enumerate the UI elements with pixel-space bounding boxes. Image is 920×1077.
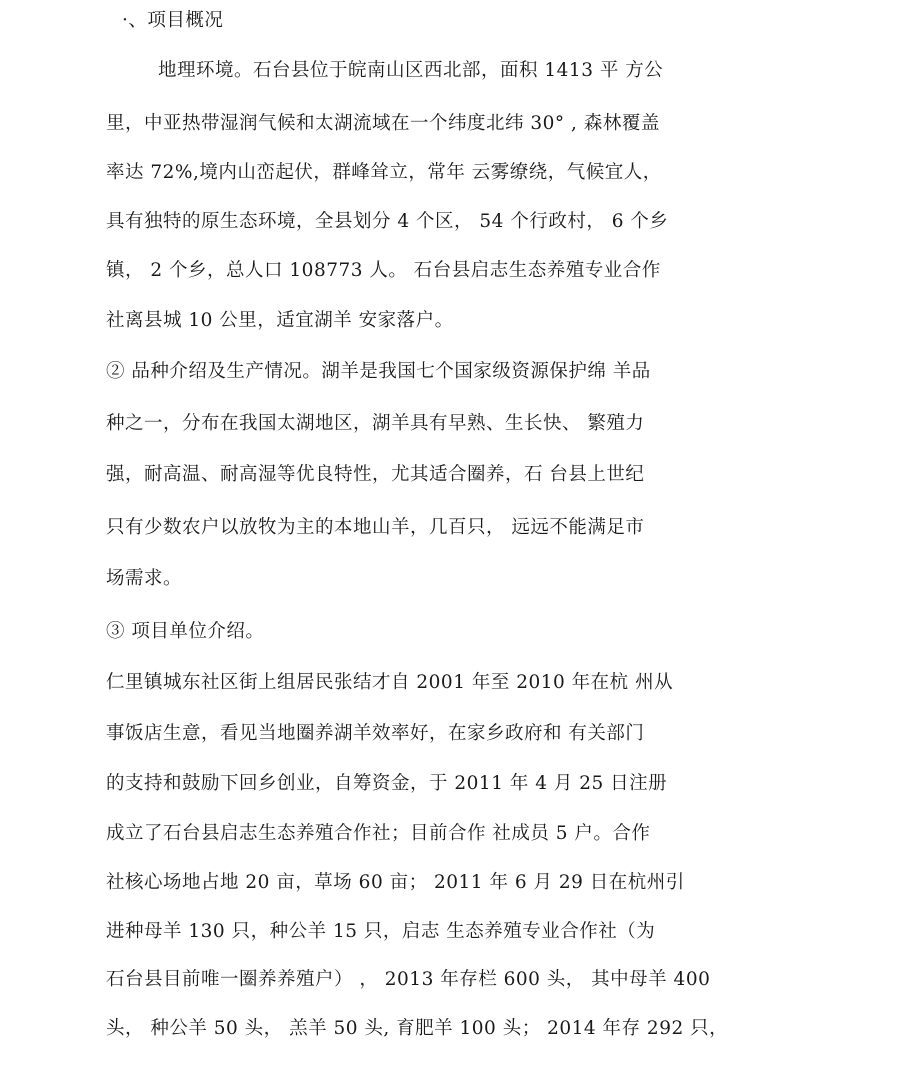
- paragraph-line: 事饭店生意，看见当地圈养湖羊效率好，在家乡政府和 有关部门: [106, 723, 645, 744]
- paragraph-line: 具有独特的原生态环境，全县划分 4 个区， 54 个行政村， 6 个乡: [106, 211, 669, 232]
- paragraph-line: 场需求。: [106, 568, 183, 589]
- paragraph-line: 社核心场地占地 20 亩，草场 60 亩； 2011 年 6 月 29 日在杭州引: [106, 872, 685, 893]
- paragraph-line: 进种母羊 130 只，种公羊 15 只，启志 生态养殖专业合作社（为: [106, 921, 656, 942]
- paragraph-line: 石台县目前唯一圈养养殖户） ， 2013 年存栏 600 头， 其中母羊 400: [106, 969, 711, 990]
- section-heading: ·、项目概况: [122, 10, 224, 31]
- paragraph-line: 镇， 2 个乡，总人口 108773 人。 石台县启志生态养殖专业合作: [106, 260, 661, 281]
- paragraph-line: ③ 项目单位介绍。: [106, 621, 265, 642]
- paragraph-line: 强，耐高温、耐高湿等优良特性，尤其适合圈养，石 台县上世纪: [106, 464, 645, 485]
- paragraph-line: ② 品种介绍及生产情况。湖羊是我国七个国家级资源保护绵 羊品: [106, 361, 651, 382]
- paragraph-line: 地理环境。石台县位于皖南山区西北部，面积 1413 平 方公: [158, 60, 664, 81]
- paragraph-line: 的支持和鼓励下回乡创业，自筹资金，于 2011 年 4 月 25 日注册: [106, 773, 668, 794]
- paragraph-line: 成立了石台县启志生态养殖合作社；目前合作 社成员 5 户。合作: [106, 823, 651, 844]
- paragraph-line: 种之一，分布在我国太湖地区，湖羊具有早熟、生长快、 繁殖力: [106, 413, 645, 434]
- paragraph-line: 里，中亚热带湿润气候和太湖流域在一个纬度北纬 30° , 森林覆盖: [106, 113, 660, 134]
- paragraph-line: 社离县城 10 公里，适宜湖羊 安家落户。: [106, 310, 454, 331]
- paragraph-line: 率达 72%,境内山峦起伏，群峰耸立，常年 云雾缭绕，气候宜人，: [106, 162, 662, 183]
- paragraph-line: 仁里镇城东社区街上组居民张结才自 2001 年至 2010 年在杭 州从: [106, 672, 674, 693]
- paragraph-line: 只有少数农户以放牧为主的本地山羊，几百只， 远远不能满足市: [106, 517, 645, 538]
- paragraph-line: 头， 种公羊 50 头， 羔羊 50 头, 育肥羊 100 头； 2014 年存 292 只，: [106, 1018, 729, 1039]
